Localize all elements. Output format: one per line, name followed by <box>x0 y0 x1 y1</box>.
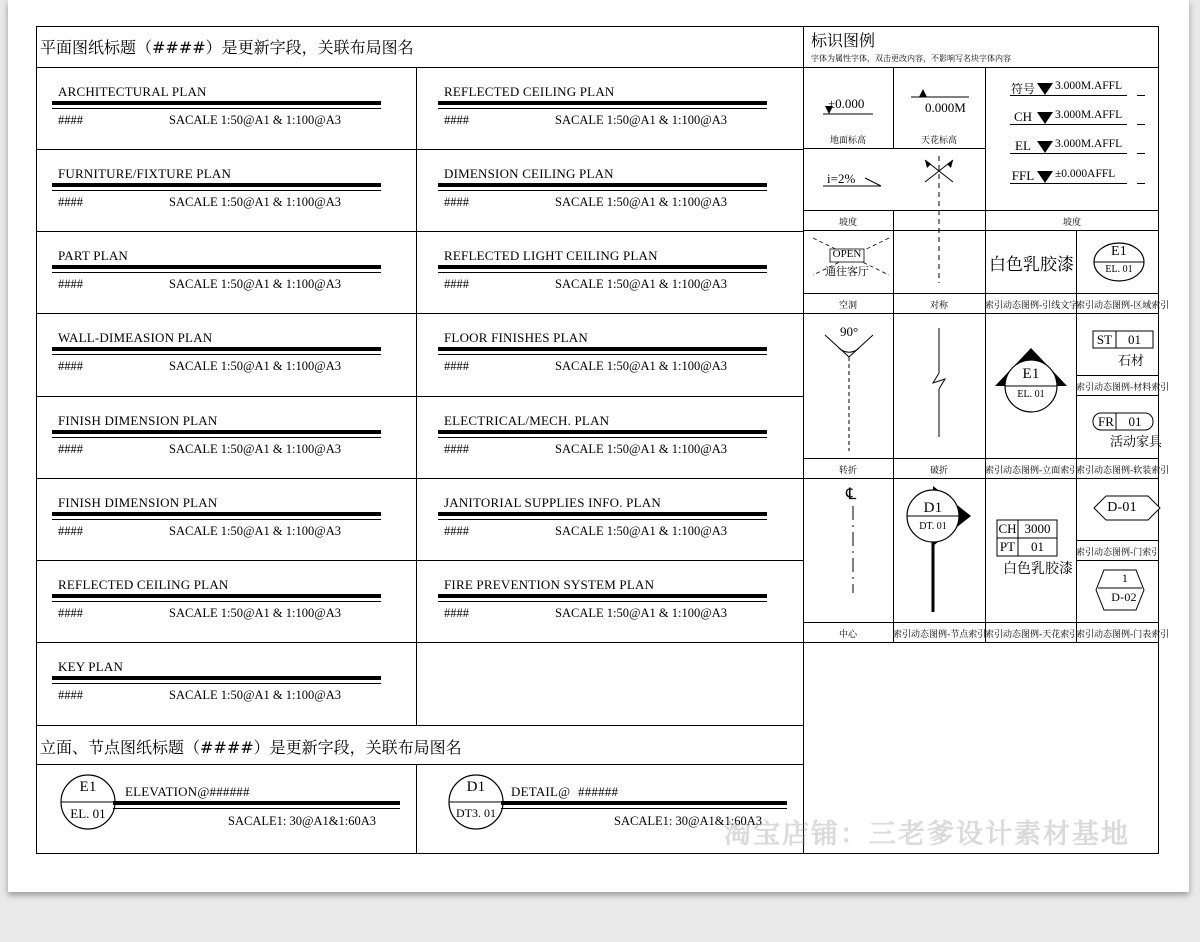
grid-line <box>36 725 803 726</box>
legend-grid-line <box>803 642 1159 643</box>
title-thin-line <box>52 683 381 684</box>
plan-title-name: FIRE PREVENTION SYSTEM PLAN <box>444 577 655 592</box>
grid-line <box>36 231 803 232</box>
title-thin-line <box>52 601 381 602</box>
area-index-icon <box>1076 230 1159 293</box>
ceiling-level-caption: 天花标高 <box>920 136 957 146</box>
legend-grid-line <box>985 67 986 230</box>
elevation-label-value: 3.000M.AFFL <box>1055 109 1123 121</box>
plan-title-number: #### <box>58 688 83 702</box>
elevation-scale: SACALE1: 30@A1&1:60A3 <box>228 814 376 828</box>
plan-title-scale: SACALE 1:50@A1 & 1:100@A3 <box>169 442 341 456</box>
plan-title-name: FINISH DIMENSION PLAN <box>58 495 218 510</box>
detail-sheet: DT3. 01 <box>456 806 496 820</box>
plan-title-name: REFLECTED LIGHT CEILING PLAN <box>444 248 658 263</box>
title-thin-line <box>438 272 767 273</box>
plan-title-scale: SACALE 1:50@A1 & 1:100@A3 <box>555 113 727 127</box>
node-index-top: D1 <box>923 500 943 516</box>
soft-index-caption: 索引动态图例-软装索引 <box>1076 466 1170 476</box>
elevation-index-bottom: EL. 01 <box>1017 389 1045 400</box>
title-thin-line <box>52 354 381 355</box>
area-index-caption: 索引动态图例-区域索引 <box>1076 301 1170 311</box>
node-index-bottom: DT. 01 <box>919 521 947 532</box>
node-index-caption: 索引动态图例-节点索引 <box>893 630 987 640</box>
elevation-label-code: 符号 <box>1010 82 1035 96</box>
legend-grid-line <box>1076 375 1159 376</box>
ceiling-index-text: 白色乳胶漆 <box>1003 561 1073 577</box>
title-thick-line <box>52 594 381 598</box>
elevation-label-tick <box>1137 153 1145 154</box>
title-thin-line <box>438 108 767 109</box>
plan-title-number: #### <box>444 277 469 291</box>
elevation-label-line <box>1010 183 1127 184</box>
elevation-label-code: CH <box>1013 109 1033 124</box>
detail-label: DETAIL@ <box>511 784 571 799</box>
title-thin-line <box>52 437 381 438</box>
plan-title-number: #### <box>444 359 469 373</box>
elevation-index-top: E1 <box>1022 366 1040 382</box>
plan-title-name: FINISH DIMENSION PLAN <box>58 413 218 428</box>
elevation-label: ELEVATION@###### <box>125 784 250 799</box>
center-caption: 中心 <box>838 630 857 640</box>
material-index-caption: 索引动态图例-材料索引 <box>1076 383 1170 393</box>
title-thick-line <box>52 101 381 105</box>
area-index-bottom: EL. 01 <box>1105 264 1133 275</box>
ceiling-index-r2c1: PT <box>999 539 1016 554</box>
grid-line <box>36 67 803 68</box>
title-thick-line <box>52 512 381 516</box>
plan-title-number: #### <box>58 113 83 127</box>
soft-index-code: FR <box>1098 414 1114 429</box>
legend-grid-line <box>803 622 1159 623</box>
title-thin-line <box>438 519 767 520</box>
plan-title-scale: SACALE 1:50@A1 & 1:100@A3 <box>555 606 727 620</box>
legend-subtitle: 字体为属性字体，双击更改内容，不影响写名块字体内容 <box>811 54 1011 63</box>
door-table-index-caption: 索引动态图例-门表索引 <box>1076 630 1170 640</box>
plan-title-name: JANITORIAL SUPPLIES INFO. PLAN <box>444 495 661 510</box>
plan-title-scale: SACALE 1:50@A1 & 1:100@A3 <box>555 359 727 373</box>
grid-line <box>36 313 803 314</box>
shop-watermark: 淘宝店铺：三老爹设计素材基地 <box>724 819 1130 850</box>
title-thick-line <box>52 265 381 269</box>
material-index-num: 01 <box>1128 332 1141 347</box>
grid-line <box>36 478 803 479</box>
title-thick-line <box>113 801 400 805</box>
plan-title-number: #### <box>58 442 83 456</box>
slope-value: i=2% <box>827 171 856 186</box>
plan-title-scale: SACALE 1:50@A1 & 1:100@A3 <box>169 524 341 538</box>
symmetry-caption: 对称 <box>929 301 948 311</box>
area-index-top: E1 <box>1111 244 1127 259</box>
plan-title-number: #### <box>444 606 469 620</box>
plan-title-name: FURNITURE/FIXTURE PLAN <box>58 166 232 181</box>
elevation-heading: 立面、节点图纸标题（####）是更新字段，关联布局图名 <box>40 738 462 757</box>
void-caption: 空洞 <box>838 301 857 311</box>
grid-line <box>36 560 803 561</box>
level-triangle-icon <box>1036 82 1054 96</box>
detail-number: D1 <box>466 779 486 795</box>
title-thick-line <box>52 183 381 187</box>
plan-title-scale: SACALE 1:50@A1 & 1:100@A3 <box>169 606 341 620</box>
void-opening-icon <box>803 230 893 293</box>
door-index-text: D-01 <box>1107 500 1137 515</box>
floor-level-caption: 地面标高 <box>829 136 866 146</box>
plan-title-name: PART PLAN <box>58 248 129 263</box>
title-thin-line <box>501 808 787 809</box>
center-symbol: ℄ <box>846 486 857 503</box>
title-thin-line <box>113 808 400 809</box>
detail-hash: ###### <box>578 784 619 799</box>
door-table-index-top: 1 <box>1121 571 1129 585</box>
title-thick-line <box>52 347 381 351</box>
title-thick-line <box>501 801 787 805</box>
plan-title-number: #### <box>58 524 83 538</box>
plan-title-scale: SACALE 1:50@A1 & 1:100@A3 <box>169 195 341 209</box>
title-thick-line <box>438 183 767 187</box>
plan-title-scale: SACALE 1:50@A1 & 1:100@A3 <box>555 277 727 291</box>
title-thick-line <box>52 430 381 434</box>
slope-caption: 坡度 <box>838 218 857 228</box>
title-thin-line <box>438 190 767 191</box>
turn-caption: 转折 <box>838 466 857 476</box>
floor-level-value: ±0.000 <box>828 96 865 111</box>
plan-title-number: #### <box>444 195 469 209</box>
material-index-code: ST <box>1096 332 1113 347</box>
title-thick-line <box>52 676 381 680</box>
legend-grid-line <box>1076 540 1159 541</box>
title-thin-line <box>52 190 381 191</box>
plan-title-scale: SACALE 1:50@A1 & 1:100@A3 <box>169 688 341 702</box>
plan-title-number: #### <box>58 277 83 291</box>
plan-title-name: DIMENSION CEILING PLAN <box>444 166 614 181</box>
plan-title-number: #### <box>58 606 83 620</box>
door-table-index-bottom: D-02 <box>1111 590 1137 604</box>
detail-scale: SACALE1: 30@A1&1:60A3 <box>614 814 762 828</box>
plan-title-number: #### <box>444 442 469 456</box>
title-thick-line <box>438 512 767 516</box>
plan-title-scale: SACALE 1:50@A1 & 1:100@A3 <box>555 442 727 456</box>
level-triangle-icon <box>1036 140 1054 154</box>
legend-title: 标识图例 <box>811 31 876 50</box>
elevation-label-line <box>1010 153 1127 154</box>
elevation-label-tick <box>1137 183 1145 184</box>
void-open-label: OPEN <box>832 248 862 260</box>
void-sub-label: 通往客厅 <box>825 265 869 278</box>
grid-line <box>416 764 417 854</box>
ceiling-index-r2c2: 01 <box>1031 539 1044 554</box>
soft-index-num: 01 <box>1128 414 1142 429</box>
elevation-label-code: EL <box>1015 138 1031 153</box>
plan-title-scale: SACALE 1:50@A1 & 1:100@A3 <box>555 524 727 538</box>
plan-title-scale: SACALE 1:50@A1 & 1:100@A3 <box>169 277 341 291</box>
level-triangle-icon <box>1036 111 1054 125</box>
legend-grid-line <box>803 458 1159 459</box>
elevation-index-icon <box>985 313 1076 458</box>
elevation-label-code: FFL <box>1011 168 1035 183</box>
break-line-icon <box>893 313 985 458</box>
ceiling-index-caption: 索引动态图例-天花索引 <box>985 630 1079 640</box>
plan-title-scale: SACALE 1:50@A1 & 1:100@A3 <box>169 113 341 127</box>
title-thin-line <box>438 601 767 602</box>
grid-line <box>416 67 417 725</box>
elevation-number: E1 <box>79 779 97 795</box>
elevation-label-line <box>1010 95 1127 96</box>
title-thin-line <box>52 519 381 520</box>
elevation-label-value: 3.000M.AFFL <box>1055 80 1123 92</box>
title-thick-line <box>438 430 767 434</box>
plan-title-number: #### <box>58 195 83 209</box>
grid-line <box>36 149 803 150</box>
title-thin-line <box>438 437 767 438</box>
ceiling-level-value: 0.000M <box>925 100 966 115</box>
material-text-label: 白色乳胶漆 <box>989 255 1074 275</box>
material-index-text: 石材 <box>1118 354 1145 369</box>
plan-title-number: #### <box>58 359 83 373</box>
plan-title-name: REFLECTED CEILING PLAN <box>58 577 229 592</box>
legend-grid-line <box>803 293 1159 294</box>
title-thin-line <box>52 108 381 109</box>
plan-title-name: ELECTRICAL/MECH. PLAN <box>444 413 610 428</box>
title-thin-line <box>52 272 381 273</box>
plan-title-number: #### <box>444 524 469 538</box>
soft-index-text: 活动家具 <box>1110 435 1163 450</box>
material-text-caption: 索引动态图例-引线文字 <box>985 301 1079 311</box>
symmetry-line-icon <box>893 148 985 293</box>
elevation-sheet: EL. 01 <box>70 806 106 821</box>
plan-title-name: KEY PLAN <box>58 659 124 674</box>
turn-angle-value: 90° <box>840 324 859 339</box>
plan-title-name: REFLECTED CEILING PLAN <box>444 84 615 99</box>
elevation-label-caption: 坡度 <box>1062 218 1081 228</box>
grid-line <box>36 764 803 765</box>
grid-line <box>36 642 803 643</box>
plan-title-number: #### <box>444 113 469 127</box>
plan-title-scale: SACALE 1:50@A1 & 1:100@A3 <box>169 359 341 373</box>
title-thin-line <box>438 354 767 355</box>
plan-heading: 平面图纸标题（####）是更新字段，关联布局图名 <box>40 38 414 57</box>
elevation-label-tick <box>1137 124 1145 125</box>
break-line-caption: 破折 <box>929 466 948 476</box>
level-triangle-icon <box>1036 170 1054 184</box>
ceiling-index-r1c2: 3000 <box>1024 521 1051 536</box>
elevation-label-value: ±0.000AFFL <box>1055 168 1116 180</box>
elevation-index-caption: 索引动态图例-立面索引 <box>985 466 1079 476</box>
title-thick-line <box>438 347 767 351</box>
title-thick-line <box>438 265 767 269</box>
plan-title-name: ARCHITECTURAL PLAN <box>58 84 207 99</box>
door-index-caption: 索引动态图例-门索引 <box>1076 548 1161 558</box>
plan-title-name: FLOOR FINISHES PLAN <box>444 330 588 345</box>
plan-title-name: WALL-DIMEASION PLAN <box>58 330 213 345</box>
ceiling-index-r1c1: CH <box>998 521 1017 536</box>
grid-line <box>36 396 803 397</box>
elevation-label-tick <box>1137 95 1145 96</box>
plan-title-scale: SACALE 1:50@A1 & 1:100@A3 <box>555 195 727 209</box>
elevation-label-line <box>1010 124 1127 125</box>
title-thick-line <box>438 594 767 598</box>
title-thick-line <box>438 101 767 105</box>
elevation-label-value: 3.000M.AFFL <box>1055 138 1123 150</box>
